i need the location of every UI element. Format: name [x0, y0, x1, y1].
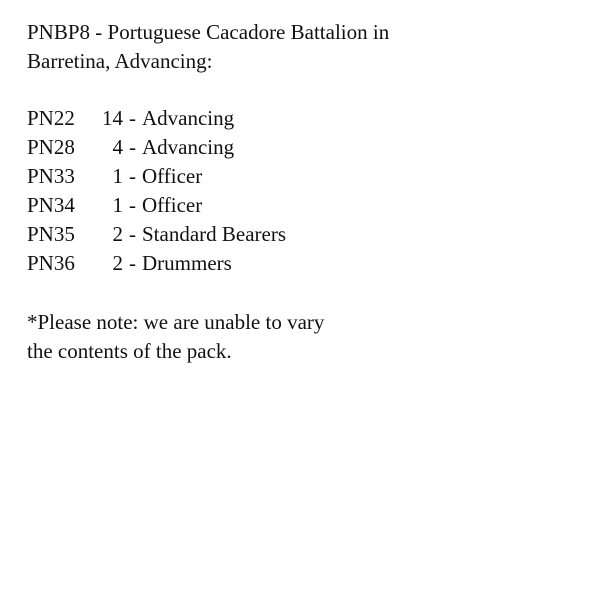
item-code: PN33 — [27, 164, 75, 188]
item-quantity: 1 — [112, 193, 123, 217]
item-code: PN28 — [27, 135, 75, 159]
item-code: PN36 — [27, 251, 75, 275]
pack-item — [27, 162, 587, 191]
item-description: Standard Bearers — [142, 222, 287, 246]
item-code: PN35 — [27, 222, 75, 246]
item-separator: - — [129, 193, 136, 217]
item-quantity: 2 — [112, 251, 123, 275]
item-quantity: 2 — [112, 222, 123, 246]
item-description: Advancing — [142, 106, 235, 130]
pack-note-line-1: *Please note: we are unable to vary — [27, 310, 325, 334]
item-separator: - — [129, 106, 136, 130]
item-description: Officer — [142, 164, 203, 188]
item-description: Advancing — [142, 135, 235, 159]
pack-item — [27, 191, 587, 220]
item-description: Officer — [142, 193, 203, 217]
pack-item — [27, 133, 587, 162]
pack-note — [27, 308, 427, 366]
pack-item — [27, 104, 587, 133]
pack-title — [27, 18, 587, 76]
pack-note-line-2: the contents of the pack. — [27, 339, 232, 363]
pack-item — [27, 249, 587, 278]
pack-item — [27, 220, 587, 249]
item-quantity: 1 — [112, 164, 123, 188]
pack-title-line-1: PNBP8 - Portuguese Cacadore Battalion in — [27, 20, 390, 44]
item-separator: - — [129, 222, 136, 246]
item-quantity: 14 — [102, 106, 123, 130]
item-separator: - — [129, 135, 136, 159]
item-description: Drummers — [142, 251, 232, 275]
item-quantity: 4 — [112, 135, 123, 159]
item-code: PN34 — [27, 193, 75, 217]
pack-title-line-2: Barretina, Advancing: — [27, 49, 213, 73]
item-separator: - — [129, 164, 136, 188]
item-separator: - — [129, 251, 136, 275]
pack-item-list — [27, 104, 587, 278]
item-code: PN22 — [27, 106, 75, 130]
